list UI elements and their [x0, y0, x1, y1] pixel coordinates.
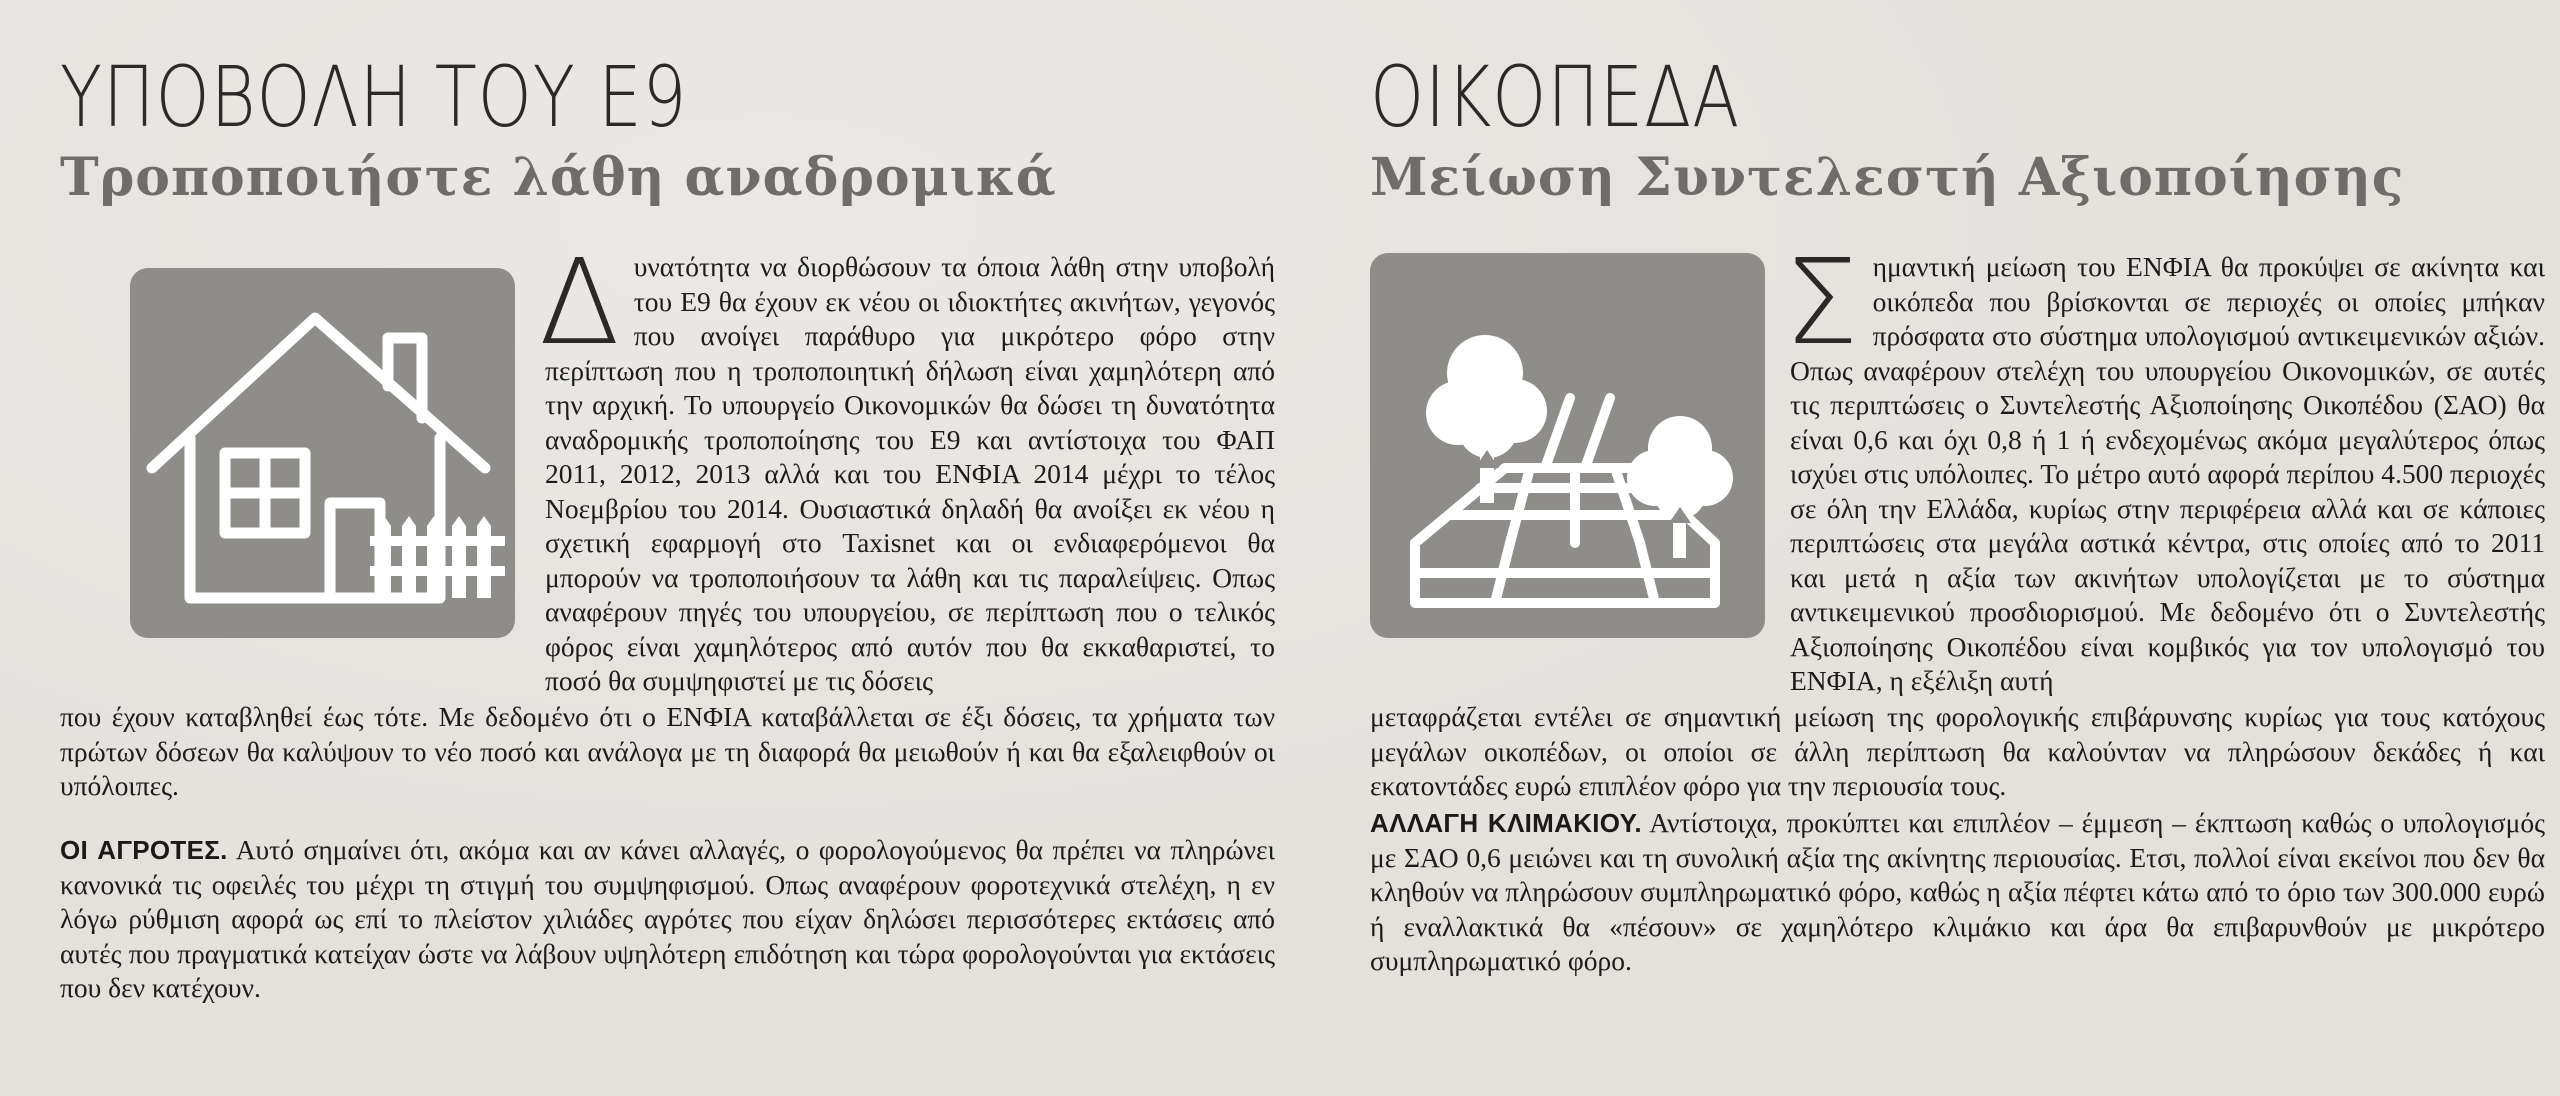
rubric: ΟΙΚΟΠΕΔΑ [1370, 48, 1741, 146]
intro-paragraph [539, 233, 1275, 699]
section-lead: ΑΛΛΑΓΗ ΚΛΙΜΑΚΙΟΥ. [1370, 808, 1642, 838]
intro-paragraph [1784, 233, 2545, 699]
intro-text: ημαντική μείωση του ΕΝΦΙΑ θα προκύψει σε ακίνητα και οικόπεδα που βρίσκονται σε περιοχές οι οποίες μπήκαν πρόσφατα στο σύστημα υπολογισμού αντικειμενικών αξιών. Οπως αναφέρουν στελέχη του υπουργείου Οικονομικών, σε αυτές τις περιπτώσεις ο Συντελεστής Αξιοποίησης Οικοπέδου (ΣΑΟ) θα είναι 0,6 και όχι 0,8 ή 1 ή ενδεχομένως ακόμα μεγαλύτερος όπως ισχύει στις υπόλοιπες. Το μέτρο αυτό αφορά περίπου 4.500 περιοχές σε όλη την Ελλάδα, κυρίως στην περιφέρεια αλλά και σε κάποιες περιπτώσεις στα μεγάλα αστικά κέντρα, στις οποίες από το 2011 και μετά η αξία των ακινήτων υπολογίζεται με το σύστημα αντικειμενικού προσδιορισμού. Με δεδομένο ότι ο Συντελεστής Αξιοποίησης Οικοπέδου είναι κομβικός για τον υπολογισμό του ΕΝΦΙΑ, η εξέλιξη αυτή [1790, 251, 2545, 696]
article-plots [1370, 0, 2550, 1096]
intro-text: υνατότητα να διορθώσουν τα όποια λάθη στην υποβολή του Ε9 θα έχουν εκ νέου οι ιδιοκτήτες ακινήτων, γεγονός που ανοίγει παράθυρο για μικρότερο φόρο στην περίπτωση που η τροποποιητική δήλωση είναι χαμηλότερη από την αρχική. Το υπουργείο Οικονομικών θα δώσει τη δυνατότητα αναδρομικής τροποποίησης του Ε9 και αντίστοιχα του ΦΑΠ 2011, 2012, 2013 αλλά και του ΕΝΦΙΑ 2014 μέχρι το τέλος Νοεμβρίου του 2014. Ουσιαστικά δηλαδή θα ανοίξει εκ νέου η σχετική εφαρμογή στο Taxisnet και οι ενδιαφερόμενοι θα μπορούν να τροποποιήσουν τα λάθη και τις παραλείψεις. Οπως αναφέρουν πηγές του υπουργείου, σε περίπτωση που ο τελικός φόρος είναι χαμηλότερος από αυτόν που θα εκκαθαριστεί, το ποσό θα συμψηφιστεί με τις δόσεις [545, 251, 1275, 696]
dropcap: Δ [539, 233, 620, 371]
rubric: ΥΠΟΒΟΛΗ ΤΟΥ Ε9 [60, 48, 688, 146]
continuation-paragraph [60, 700, 1275, 804]
trees-and-plot-icon [1370, 253, 1765, 638]
continuation-text: μεταφράζεται εντέλει σε σημαντική μείωση της φορολογικής επιβάρυνσης κυρίως για τους κατόχους μεγάλων οικοπέδων, οι οποίοι σε άλλη περίπτωση θα καλούνταν να πληρώσουν δεκάδες ή και εκατοντάδες ευρώ επιπλέον φόρο για την περιουσία τους. [1370, 701, 2545, 801]
headline: Τροποποιήστε λάθη αναδρομικά [60, 147, 1057, 208]
section-text: Αντίστοιχα, προκύπτει και επιπλέον – έμμεση – έκπτωση καθώς ο υπολογισμός με ΣΑΟ 0,6 μειώνει και τη συνολική αξία της ακίνητης περιουσίας. Ετσι, πολλοί είναι εκείνοι που δεν θα κληθούν να πληρώσουν συμπληρωματικό φόρο, καθώς η αξία πέφτει κάτω από το όριο των 300.000 ευρώ ή εναλλακτικά θα «πέσουν» σε χαμηλότερο κλιμάκιο και άρα θα επιβαρυνθούν με μικρότερο συμπληρωματικό φόρο. [1370, 807, 2545, 976]
section-paragraph [60, 833, 1275, 1006]
dropcap: Σ [1784, 233, 1859, 371]
section-text: Αυτό σημαίνει ότι, ακόμα και αν κάνει αλλαγές, ο φορολογούμενος θα πρέπει να πληρώνει κανονικά τις οφειλές του μέχρι τη στιγμή του συμψηφισμού. Οπως αναφέρουν φοροτεχνικά στελέχη, η εν λόγω ρύθμιση αφορά ως επί το πλείστον χιλιάδες αγρότες που είχαν δηλώσει περισσότερες εκτάσεις από αυτές που πραγματικά κατείχαν ώστε να λάβουν υψηλότερη επιδότηση και τώρα φορολογούνται για εκτάσεις που δεν κατέχουν. [60, 834, 1275, 1003]
section-paragraph [1370, 806, 2545, 979]
house-with-fence-icon [130, 268, 515, 638]
headline: Μείωση Συντελεστή Αξιοποίησης [1370, 147, 2405, 208]
article-e9 [60, 0, 1280, 1096]
section-lead: ΟΙ ΑΓΡΟΤΕΣ. [60, 835, 228, 865]
continuation-text: που έχουν καταβληθεί έως τότε. Με δεδομένο ότι ο ΕΝΦΙΑ καταβάλλεται σε έξι δόσεις, τα χρήματα των πρώτων δόσεων θα καλύψουν το νέο ποσό και ανάλογα με τη διαφορά θα μειωθούν ή και θα εξαλειφθούν οι υπόλοιπες. [60, 701, 1275, 801]
continuation-paragraph [1370, 700, 2545, 804]
